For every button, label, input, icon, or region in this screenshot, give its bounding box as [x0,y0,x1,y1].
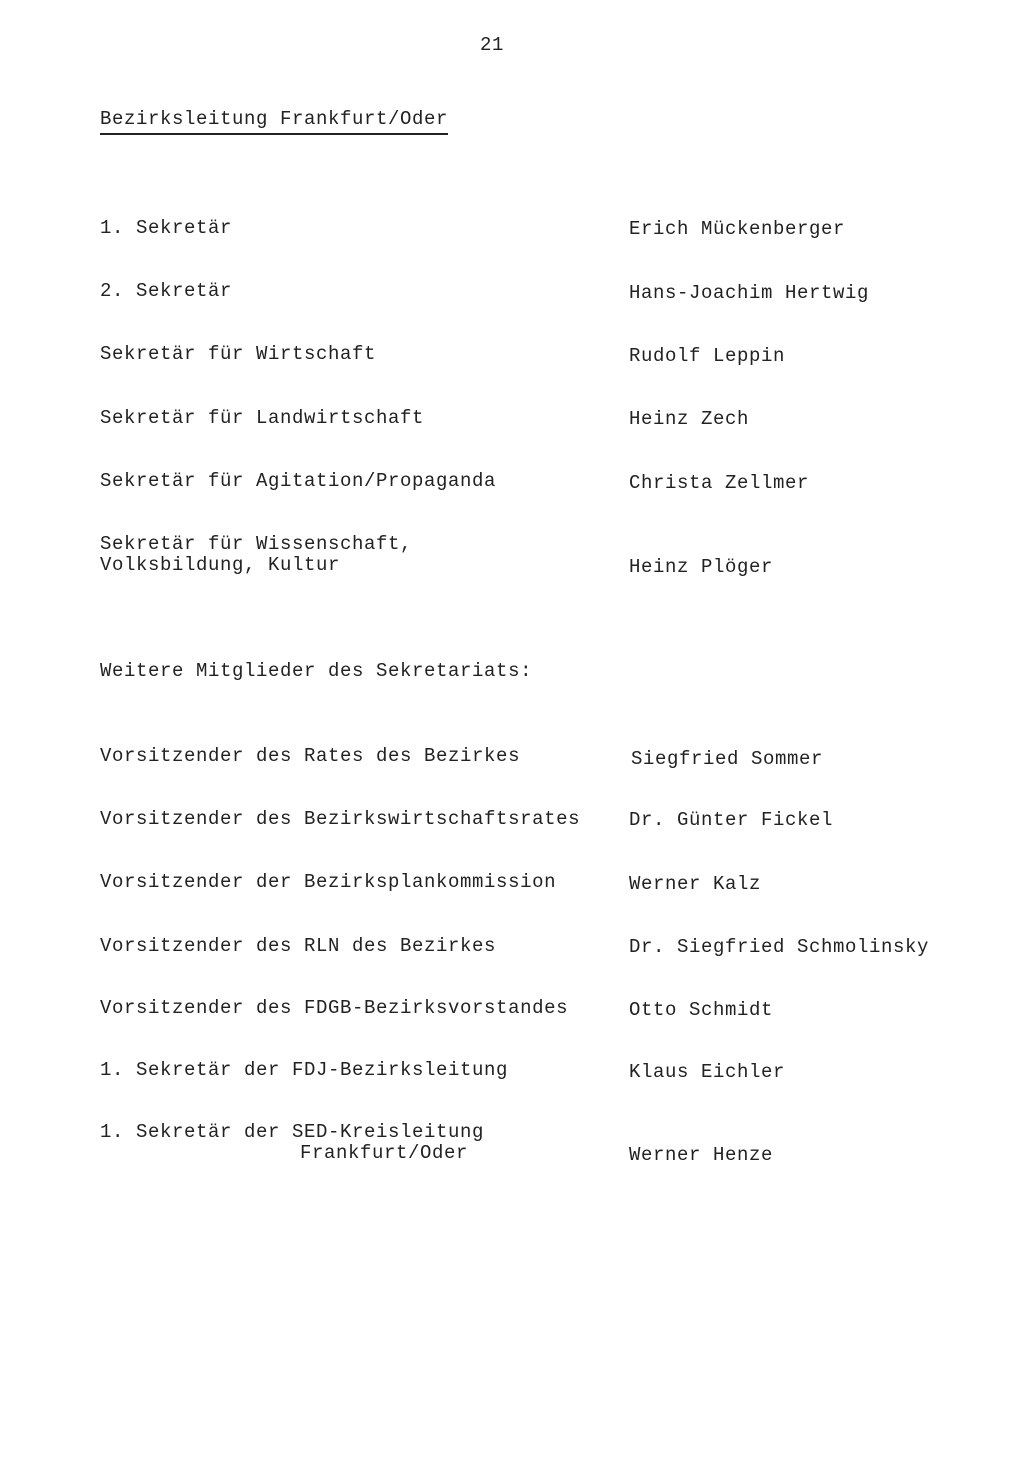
name-bezirksplankommission: Werner Kalz [629,873,762,895]
name-wirtschaft: Rudolf Leppin [629,345,786,367]
role-rln: Vorsitzender des RLN des Bezirkes [100,935,497,957]
subheading-weitere-mitglieder: Weitere Mitglieder des Sekretariats: [100,660,533,682]
role-wirtschaft: Sekretär für Wirtschaft [100,343,377,365]
page-heading: Bezirksleitung Frankfurt/Oder [100,108,448,135]
name-bezirkswirtschaftsrat: Dr. Günter Fickel [629,809,834,831]
role-2-sekretaer: 2. Sekretär [100,280,233,302]
role-bezirkswirtschaftsrat: Vorsitzender des Bezirkswirtschaftsrates [100,808,581,830]
role-fdj: 1. Sekretär der FDJ-Bezirksleitung [100,1059,509,1081]
name-landwirtschaft: Heinz Zech [629,408,750,430]
role-agitation: Sekretär für Agitation/Propaganda [100,470,497,492]
name-wissenschaft: Heinz Plöger [629,556,774,578]
role-landwirtschaft: Sekretär für Landwirtschaft [100,407,425,429]
role-1-sekretaer: 1. Sekretär [100,217,233,239]
role-wissenschaft-line1: Sekretär für Wissenschaft, [100,533,413,555]
name-2-sekretaer: Hans-Joachim Hertwig [629,282,870,304]
name-1-sekretaer: Erich Mückenberger [629,218,846,240]
name-fdgb: Otto Schmidt [629,999,774,1021]
name-agitation: Christa Zellmer [629,472,810,494]
name-rat-bezirk: Siegfried Sommer [631,748,824,770]
role-bezirksplankommission: Vorsitzender der Bezirksplankommission [100,871,557,893]
role-rat-bezirk: Vorsitzender des Rates des Bezirkes [100,745,521,767]
role-sed-kreisleitung-line1: 1. Sekretär der SED-Kreisleitung [100,1121,485,1143]
name-sed-kreisleitung: Werner Henze [629,1144,774,1166]
role-wissenschaft-line2: Volksbildung, Kultur [100,554,341,576]
name-fdj: Klaus Eichler [629,1061,786,1083]
role-sed-kreisleitung-line2: Frankfurt/Oder [300,1142,469,1164]
page-number: 21 [480,34,505,56]
name-rln: Dr. Siegfried Schmolinsky [629,936,930,958]
role-fdgb: Vorsitzender des FDGB-Bezirksvorstandes [100,997,569,1019]
